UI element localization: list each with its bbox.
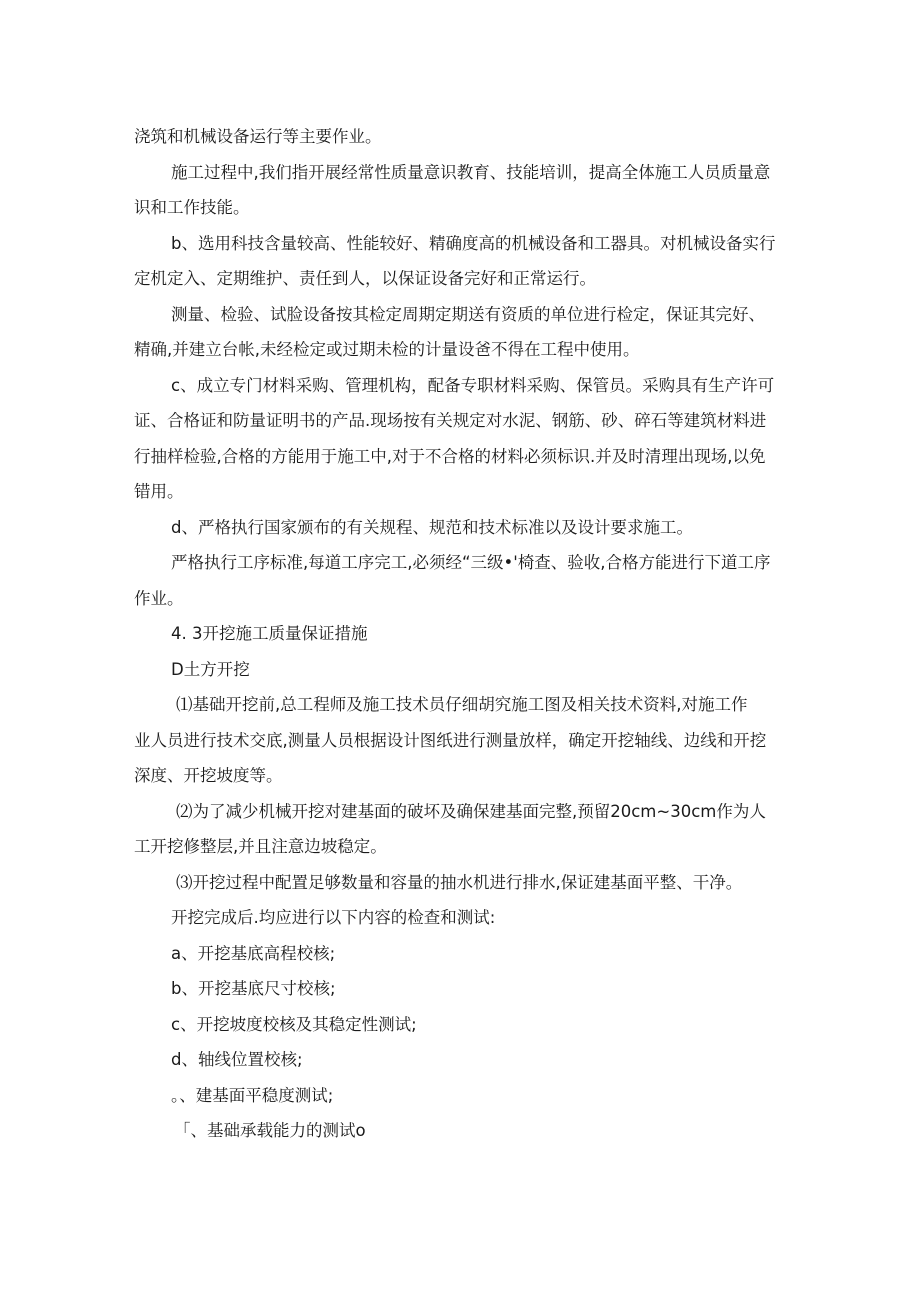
text-line: 证、合格证和防量证明书的产品.现场按有关规定对水泥、钢筋、砂、碎石等建筑材料进 [134,411,767,430]
section-heading: 4. 3开挖施工质量保证措施 [171,624,368,643]
text-line: ⑵为了减少机械开挖对建基面的破坏及确保建基面完整,预留20cm~30cm作为人 [176,801,766,821]
text-line: 测量、检验、试脸设备按其检定周期定期送有资质的单位进行检定，保证其完好、 [171,304,765,324]
text-line: 作业。 [134,588,184,608]
text-line: 浇筑和机械设备运行等主要作业。 [134,127,382,146]
subsection-heading: D土方开挖 [171,659,250,679]
list-item: 。、建基面平稳度测试; [171,1085,334,1105]
text-line: 错用。 [134,482,184,501]
text-line: b、选用科技含量较高、性能较好、精确度高的机械设备和工器具。对机械设备实行 [171,233,776,253]
text-line: 深度、开挖坡度等。 [134,766,283,785]
text-line: ⑴基础开挖前,总工程师及施工技术员仔细胡究施工图及相关技术资料,对施工作 [176,695,748,714]
list-item: a、开挖基底高程校核; [171,943,336,963]
document-body [134,119,794,1149]
text-line: d、严格执行国家颁布的有关规程、规范和技术标准以及设计要求施工。 [171,517,693,537]
list-item: d、轴线位置校核; [171,1050,303,1069]
list-item: b、开挖基底尺寸校核; [171,979,336,998]
text-line: 精确,并建立台帐,未经检定或过期未检的计量设爸不得在工程中使用。 [134,340,640,359]
text-line: 行抽样检验,合格的方能用于施工中,对于不合格的材料必须标识.并及时清理出现场,以免 [134,446,766,466]
text-line: 识和工作技能。 [134,198,250,217]
text-line: 施工过程中,我们指开展经常性质量意识教育、技能培训，提高全体施工人员质量意 [171,162,771,182]
text-line: 业人员进行技术交底,测量人员根据设计图纸进行测量放样，确定开挖轴线、边线和开挖 [134,730,767,750]
text-line: 工开挖修整层,并且注意边坡稳定。 [134,837,387,856]
text-line: c、成立专门材料采购、管理机构，配备专职材料采购、保管员。采购具有生产许可 [171,375,775,395]
text-line: 开挖完成后.均应进行以下内容的检查和测试: [171,908,496,927]
list-item: c、开挖坡度校核及其稳定性测试; [171,1014,417,1034]
text-line: 严格执行工序标准,每道工序完工,必须经“三级•'椅查、验收,合格方能进行下道工序 [171,553,771,572]
text-line: 定机定入、定期维护、责任到人，以保证设备完好和正常运行。 [134,269,596,288]
text-line: ⑶开挖过程中配置足够数量和容量的抽水机进行排水,保证建基面平整、干净。 [176,872,743,892]
list-item: 「、基础承载能力的测试o [174,1121,366,1140]
